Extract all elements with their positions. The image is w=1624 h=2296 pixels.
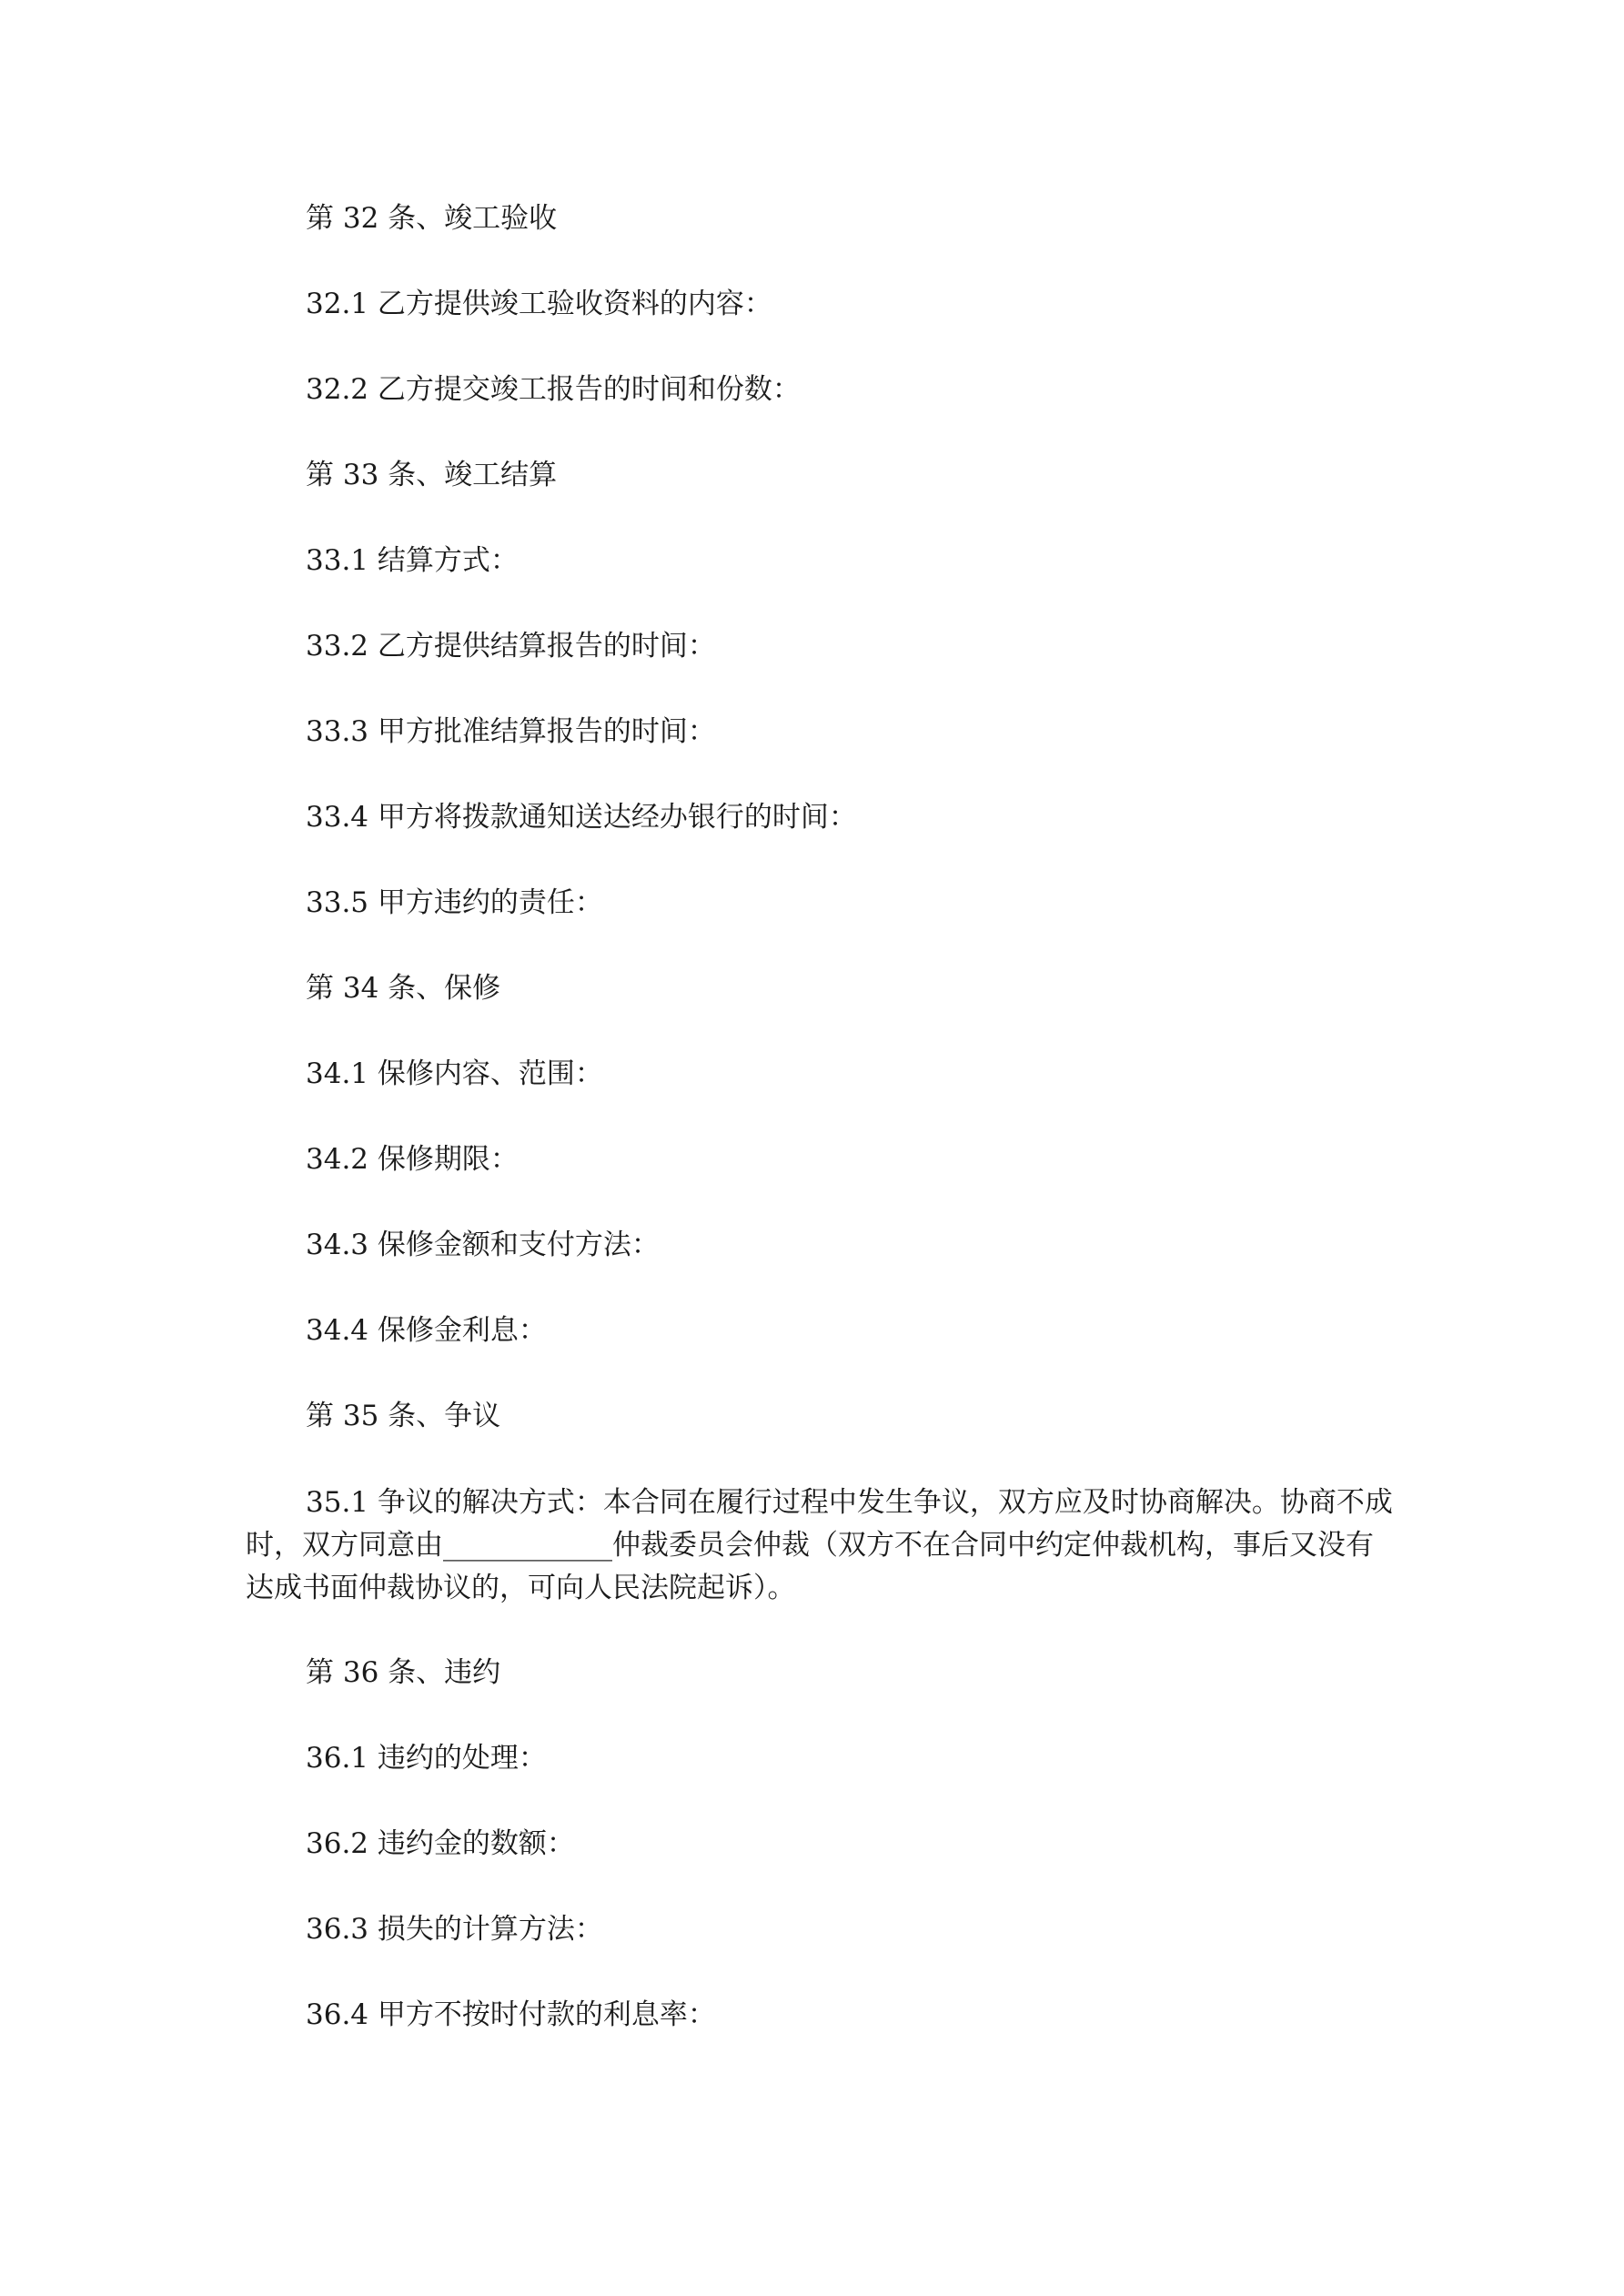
article-35-heading: 第 35 条、争议 — [306, 1400, 501, 1432]
clause-33-4: 33.4 甲方将拨款通知送达经办银行的时间： — [306, 801, 857, 834]
clause-33-3: 33.3 甲方批准结算报告的时间： — [306, 715, 716, 748]
clause-32-1: 32.1 乙方提供竣工验收资料的内容： — [306, 288, 772, 320]
clause-34-4: 34.4 保修金利息： — [306, 1314, 547, 1347]
clause-32-2: 32.2 乙方提交竣工报告的时间和份数： — [306, 373, 801, 406]
clause-33-2: 33.2 乙方提供结算报告的时间： — [306, 630, 716, 663]
clause-34-3: 34.3 保修金额和支付方法： — [306, 1229, 660, 1261]
clause-36-2: 36.2 违约金的数额： — [306, 1827, 575, 1860]
clause-33-1: 33.1 结算方式： — [306, 544, 519, 577]
article-36-heading: 第 36 条、违约 — [306, 1656, 501, 1689]
clause-34-2: 34.2 保修期限： — [306, 1143, 519, 1176]
clause-36-3: 36.3 损失的计算方法： — [306, 1913, 603, 1946]
clause-34-1: 34.1 保修内容、范围： — [306, 1057, 603, 1090]
article-33-heading: 第 33 条、竣工结算 — [306, 459, 558, 491]
article-34-heading: 第 34 条、保修 — [306, 972, 501, 1005]
clause-36-1: 36.1 违约的处理： — [306, 1742, 547, 1775]
clause-36-4: 36.4 甲方不按时付款的利息率： — [306, 1998, 716, 2031]
clause-33-5: 33.5 甲方违约的责任： — [306, 886, 603, 919]
clause-35-1-paragraph: 35.1 争议的解决方式：本合同在履行过程中发生争议，双方应及时协商解决。协商不成时，双方同意由____________仲裁委员会仲裁（双方不在合同中约定仲裁机构，事后又没有达成书面仲裁协议的，可向人民法院起诉）。 — [246, 1486, 1393, 1604]
article-32-heading: 第 32 条、竣工验收 — [306, 202, 558, 235]
